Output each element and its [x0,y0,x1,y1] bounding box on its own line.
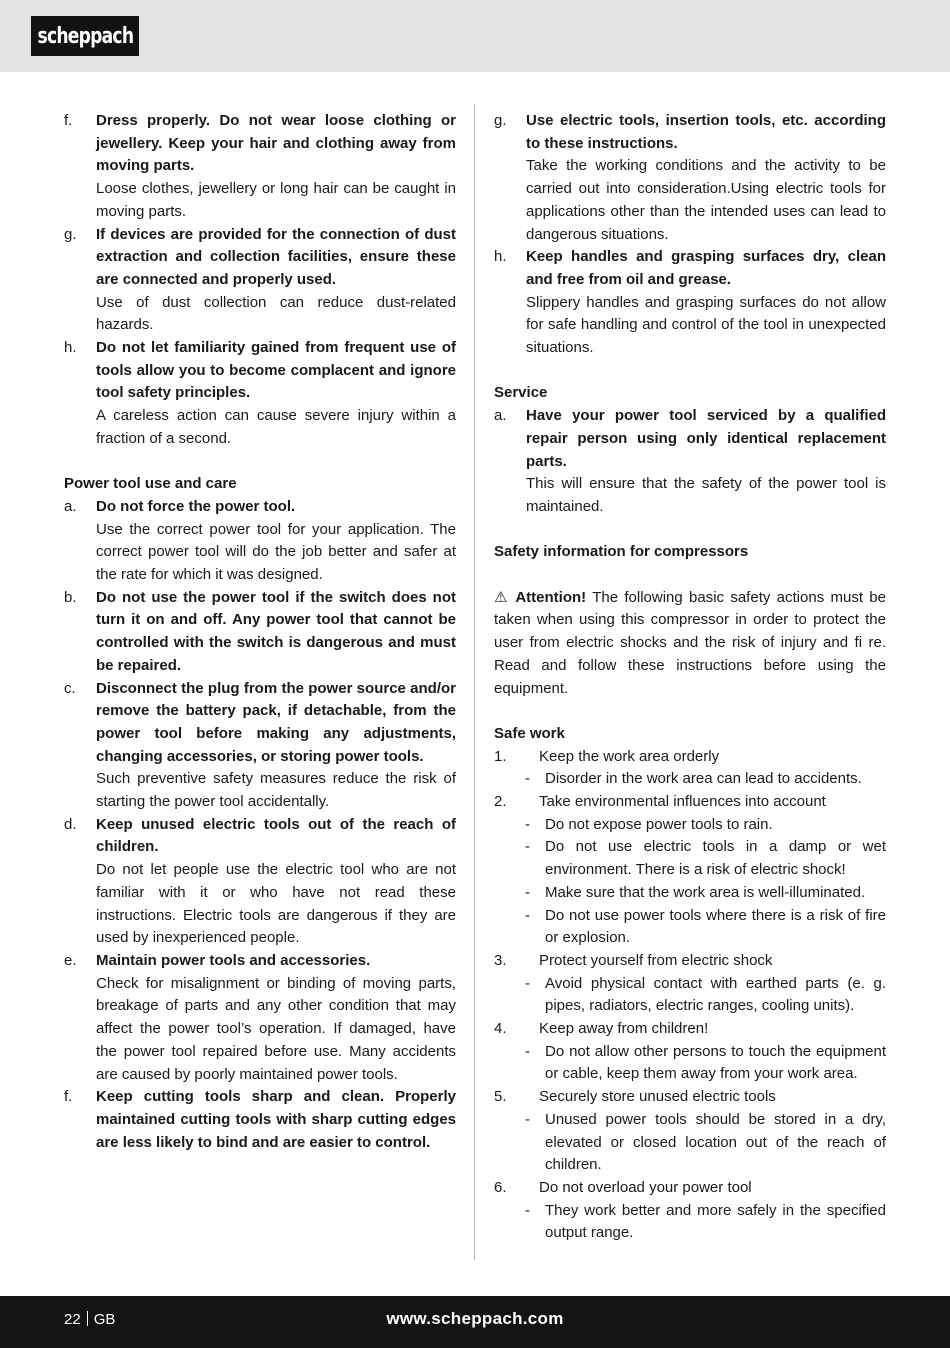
item-marker: g. [494,112,507,129]
list-item [494,110,886,246]
safe-work-subitem [494,905,886,950]
safe-work-heading: Take environmental influences into account [539,793,826,811]
safe-work-subitem [494,1200,886,1245]
item-title: Have your power tool serviced by a qualified repair person using only identical replacement parts. [526,407,886,470]
item-marker: b. [64,588,77,606]
item-description: This will ensure that the safety of the power tool is maintained. [526,475,886,515]
safe-work-subitem-text: Do not allow other persons to touch the equipment or cable, keep them away from your work area. [545,1042,886,1083]
item-marker: a. [494,407,507,425]
list-item [64,496,456,587]
brand-logo: scheppach [31,16,139,56]
dash-bullet: - [525,1201,530,1219]
section-title-service: Service [494,384,548,402]
attention-paragraph [494,587,886,701]
item-marker: h. [494,248,507,266]
attention-text: The following basic safety actions must be taken when using this compressor in order to protect the user from electric shocks and the risk of injury and fi re. Read and follow these instructions before using the equipment. [494,588,886,697]
list-item [64,587,456,678]
dash-bullet: - [525,883,530,901]
safe-work-item [494,791,886,814]
section-title-power-tool-use: Power tool use and care [64,475,237,493]
item-title: Use electric tools, insertion tools, etc. according to these instructions. [526,112,886,152]
safe-work-subitem [494,882,886,905]
safe-work-number: 4. [494,1020,507,1038]
safe-work-number: 2. [494,793,507,811]
item-description: Slippery handles and grasping surfaces do not allow for safe handling and control of the tool in unexpected situations. [526,293,886,357]
safe-work-heading: Protect yourself from electric shock [539,951,773,969]
list-item [64,814,456,950]
item-description: Loose clothes, jewellery or long hair can be caught in moving parts. [96,180,456,220]
safe-work-item [494,1086,886,1109]
safe-work-subitem-text: They work better and more safely in the specified output range. [545,1201,886,1242]
item-title: Keep handles and grasping surfaces dry, clean and free from oil and grease. [526,248,886,288]
dash-bullet: - [525,815,530,833]
dash-bullet: - [525,770,530,788]
list-item [494,246,886,360]
warning-triangle-icon: ⚠ [494,588,510,606]
safe-work-subitem [494,973,886,1018]
item-marker: f. [64,1088,73,1106]
list-item [64,224,456,338]
dash-bullet: - [525,838,530,856]
item-marker: e. [64,952,77,969]
section-title-safe-work: Safe work [494,724,565,742]
dash-bullet: - [525,974,530,992]
item-title: Do not use the power tool if the switch does not turn it on and off. Any power tool that cannot be controlled with the switch is dangerous and must be repaired. [96,588,456,674]
item-marker: c. [64,679,76,697]
list-item [494,405,886,519]
item-description: Use the correct power tool for your application. The correct power tool will do the job better and safer at the rate for which it was designed. [96,520,456,584]
safe-work-subitem-text: Do not use electric tools in a damp or wet environment. There is a risk of electric shock! [545,838,886,879]
safe-work-subitem-text: Avoid physical contact with earthed parts (e. g. pipes, radiators, electric ranges, cooling units). [545,974,886,1015]
item-marker: d. [64,815,77,833]
list-item [64,337,456,451]
safe-work-item [494,746,886,769]
item-title: Disconnect the plug from the power source and/or remove the battery pack, if detachable, from the power tool before making any adjustments, changing accessories, or storing power tools. [96,679,456,765]
safe-work-subitem [494,1041,886,1086]
item-title: If devices are provided for the connection of dust extraction and collection facilities, ensure these are connected and properly used. [96,225,456,288]
item-description: Do not let people use the electric tool who are not familiar with it or who have not read these instructions. Electric tools are dangerous if they are used by inexperienced people. [96,861,456,947]
right-column [494,110,886,1245]
item-marker: f. [64,112,73,129]
safe-work-subitem [494,1109,886,1177]
item-marker: a. [64,497,77,515]
list-item [64,678,456,814]
safe-work-number: 6. [494,1178,507,1196]
item-marker: g. [64,225,77,243]
safe-work-subitem-text: Disorder in the work area can lead to accidents. [545,770,862,788]
item-title: Maintain power tools and accessories. [96,952,371,969]
safe-work-heading: Keep away from children! [539,1020,709,1038]
safe-work-heading: Keep the work area orderly [539,747,720,765]
item-description: Check for misalignment or binding of moving parts, breakage of parts and any other condition that may affect the power tool’s operation. If damaged, have the power tool repaired before use. Many accidents are caused by poorly maintained power tools. [96,974,456,1083]
item-title: Do not let familiarity gained from frequent use of tools allow you to become complacent and ignore tool safety principles. [96,339,456,402]
safe-work-subitem-text: Do not use power tools where there is a risk of fire or explosion. [545,906,886,947]
dash-bullet: - [525,1042,530,1060]
attention-label: Attention! [515,588,587,606]
safe-work-subitem-text: Do not expose power tools to rain. [545,815,773,833]
footer-url: www.scheppach.com [386,1309,564,1328]
left-item-list-1 [64,110,456,451]
item-description: A careless action can cause severe injury within a fraction of a second. [96,407,456,447]
item-marker: h. [64,339,77,357]
safe-work-subitem-text: Unused power tools should be stored in a dry, elevated or closed location out of the reach of children. [545,1110,886,1174]
safe-work-heading: Do not overload your power tool [539,1178,752,1196]
safe-work-list [494,746,886,1245]
page-number: 22 GB [64,1311,116,1328]
list-item [64,110,456,224]
safe-work-item [494,950,886,973]
right-item-list-1 [494,110,886,360]
safe-work-subitem [494,814,886,837]
left-item-list-2 [64,496,456,1154]
safe-work-subitem [494,768,886,791]
item-title: Keep unused electric tools out of the reach of children. [96,815,456,856]
item-title: Keep cutting tools sharp and clean. Properly maintained cutting tools with sharp cutting edges are less likely to bind and are easier to control. [96,1088,456,1151]
list-item [64,950,456,1086]
service-item-list [494,405,886,519]
safe-work-item [494,1018,886,1041]
page-footer [0,1296,950,1348]
safe-work-number: 1. [494,747,507,765]
safe-work-subitem-text: Make sure that the work area is well-illuminated. [545,883,866,901]
dash-bullet: - [525,1110,530,1128]
section-title-compressors: Safety information for compressors [494,543,749,561]
safe-work-number: 5. [494,1088,507,1106]
safe-work-heading: Securely store unused electric tools [539,1088,776,1106]
item-description: Use of dust collection can reduce dust-related hazards. [96,293,456,334]
left-column [64,110,456,1154]
safe-work-subitem [494,836,886,881]
item-title: Dress properly. Do not wear loose clothing or jewellery. Keep your hair and clothing away from moving parts. [96,112,456,175]
dash-bullet: - [525,906,530,924]
safe-work-item [494,1177,886,1200]
item-title: Do not force the power tool. [96,497,296,515]
list-item [64,1086,456,1154]
item-description: Such preventive safety measures reduce the risk of starting the power tool accidentally. [96,770,456,811]
safe-work-number: 3. [494,951,507,969]
column-divider [474,104,475,1260]
page-header [0,0,950,72]
item-description: Take the working conditions and the activity to be carried out into consideration.Using electric tools for applications other than the intended uses can lead to dangerous situations. [526,157,886,243]
